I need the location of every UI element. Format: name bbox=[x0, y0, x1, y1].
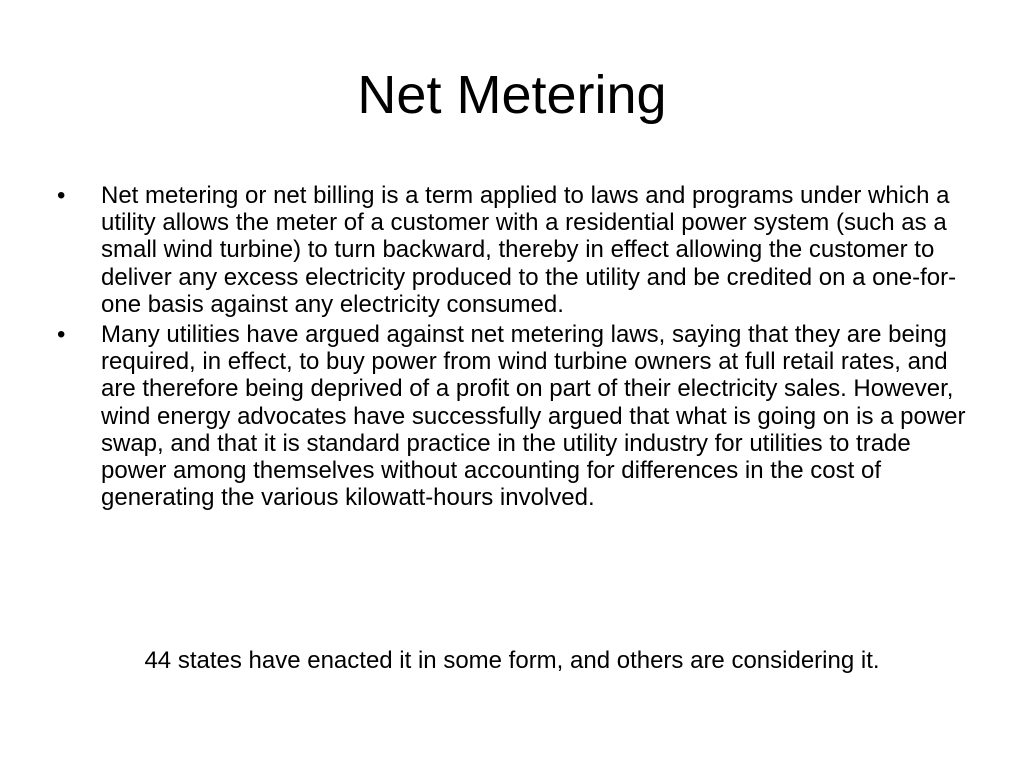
bullet-marker-icon: • bbox=[57, 321, 66, 349]
bullet-text: Many utilities have argued against net metering laws, saying that they are being required, in effect, to buy power from wind turbine owners at full retail rates, and are therefore being deprived of a profit on part of their electricity sales. However, wind energy advocates have successfully argued that what is going on is a power swap, and that it is standard practice in the utility industry for utilities to trade power among themselves without accounting for differences in the cost of generating the various kilowatt-hours involved. bbox=[101, 321, 966, 512]
slide-title: Net Metering bbox=[357, 65, 667, 125]
bullet-marker-icon: • bbox=[57, 182, 66, 209]
bullet-text: Net metering or net billing is a term applied to laws and programs under which a utility allows the meter of a customer with a residential power system (such as a small wind turbine) to turn backward, thereby in effect allowing the customer to deliver any excess electricity produced to the utility and be credited on a one-for-one basis against any electricity consumed. bbox=[101, 182, 957, 318]
bullet-item bbox=[57, 321, 972, 511]
bullet-item bbox=[57, 182, 972, 318]
bullet-list bbox=[57, 182, 972, 514]
footnote: 44 states have enacted it in some form, and others are considering it. bbox=[144, 647, 880, 674]
